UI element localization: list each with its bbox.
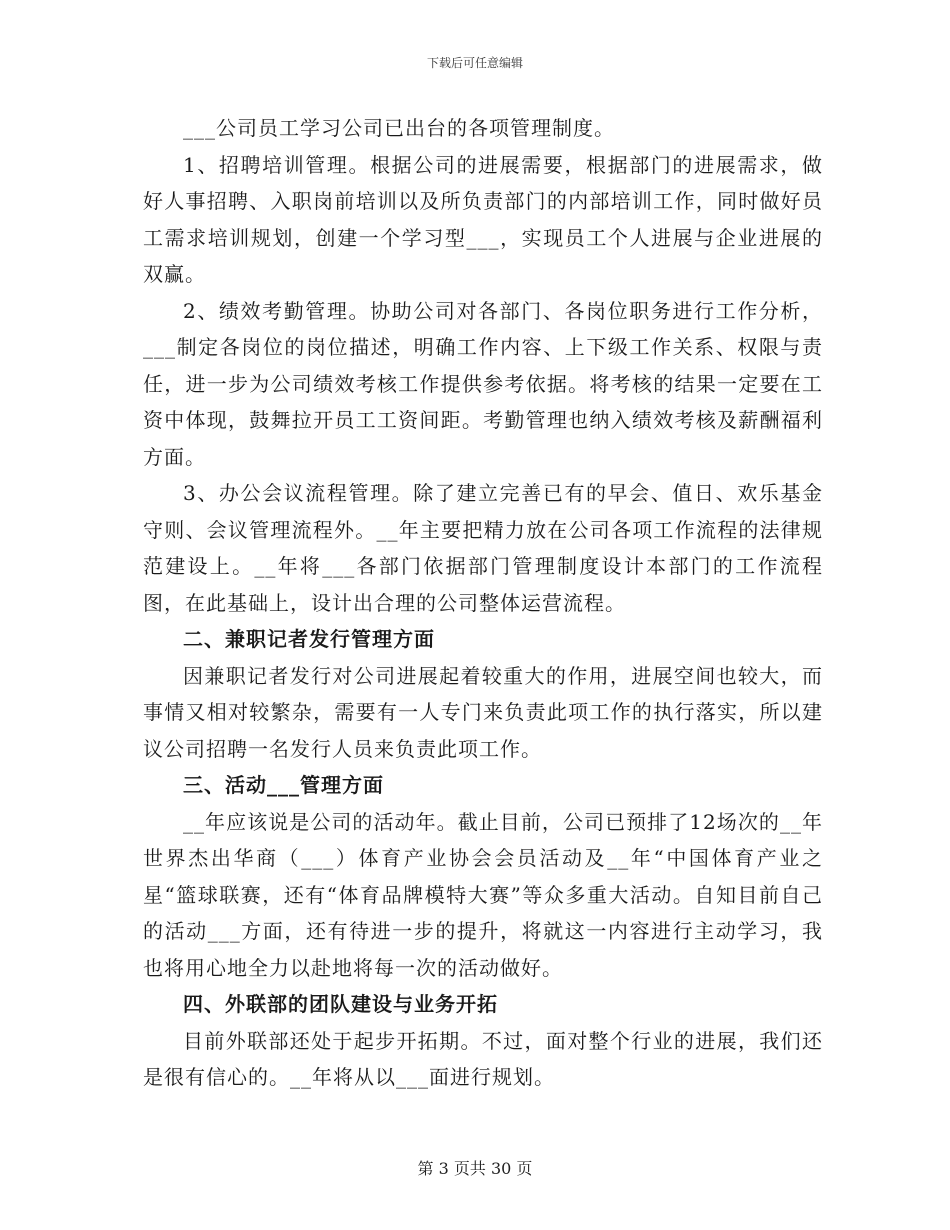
paragraph: 目前外联部还处于起步开拓期。不过，面对整个行业的进展，我们还是很有信心的。__年将从以___面进行规划。 [143, 1028, 823, 1089]
page-number: 第 3 页共 30 页 [417, 1159, 533, 1178]
paragraph: 2、绩效考勤管理。协助公司对各部门、各岗位职务进行工作分析，___制定各岗位的岗位描述，明确工作内容、上下级工作关系、权限与责任，进一步为公司绩效考核工作提供参考依据。将考核的结果一定要在工资中体现，鼓舞拉开员工工资间距。考勤管理也纳入绩效考核及薪酬福利方面。 [143, 298, 823, 469]
section-heading: 二、兼职记者发行管理方面 [183, 627, 435, 651]
paragraph: __年应该说是公司的活动年。截止目前，公司已预排了12场次的__年世界杰出华商（___）体育产业协会会员活动及__年“中国体育产业之星“篮球联赛，还有“体育品牌模特大赛”等众多重大活动。自知目前自己的活动___方面，还有待进一步的提升，将就这一内容进行主动学习，我也将用心地全力以赴地将每一次的活动做好。 [143, 809, 823, 980]
page-header: 下载后可任意编辑 [426, 56, 523, 70]
paragraph: 因兼职记者发行对公司进展起着较重大的作用，进展空间也较大，而事情又相对较繁杂，需要有一人专门来负责此项工作的执行落实，所以建议公司招聘一名发行人员来负责此项工作。 [143, 663, 823, 761]
section-heading: 三、活动___管理方面 [183, 773, 384, 797]
paragraph: ___公司员工学习公司已出台的各项管理制度。 [183, 116, 615, 140]
document-body [143, 110, 823, 1096]
paragraph: 3、办公会议流程管理。除了建立完善已有的早会、值日、欢乐基金守则、会议管理流程外。__年主要把精力放在公司各项工作流程的法律规范建设上。__年将___各部门依据部门管理制度设计本部门的工作流程图，在此基础上，设计出合理的公司整体运营流程。 [143, 481, 823, 615]
section-heading: 四、外联部的团队建设与业务开拓 [183, 992, 498, 1016]
paragraph: 1、招聘培训管理。根据公司的进展需要，根据部门的进展需求，做好人事招聘、入职岗前培训以及所负责部门的内部培训工作，同时做好员工需求培训规划，创建一个学习型___，实现员工个人进展与企业进展的双赢。 [143, 152, 823, 286]
